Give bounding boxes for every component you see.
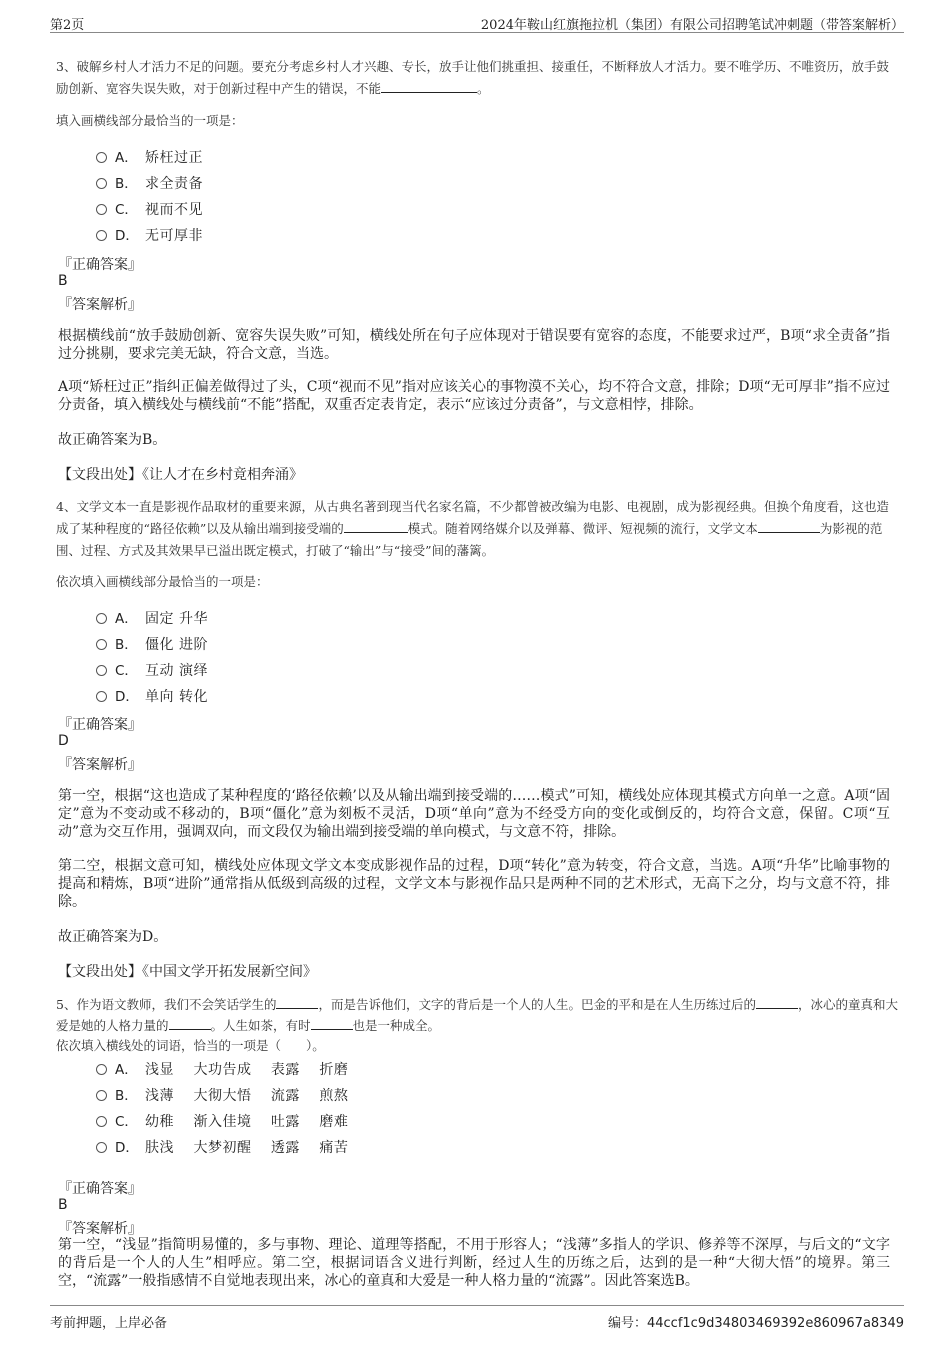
page-footer [50, 1305, 904, 1331]
blank [276, 994, 318, 1009]
radio-icon[interactable] [96, 178, 107, 189]
analysis-paragraph: A项“矫枉过正”指纠正偏差做得过了头，C项“视而不见”指对应该关心的事物漠不关心，均不符合文意，排除；D项“无可厚非”指不应过分责备，填入横线处与横线前“不能”搭配，双重否定表肯定，表示“应该过分责备”，与文意相悖，排除。 [58, 379, 890, 413]
radio-icon[interactable] [96, 230, 107, 241]
option-a[interactable]: A． 浅显 大功告成 表露 折磨 [96, 1058, 348, 1078]
analysis-paragraph: 第一空，“浅显”指简明易懂的，多与事物、理论、道理等搭配，不用于形容人；“浅薄”多指人的学识、修养等不深厚，与后文的“文字的背后是一个人的人生”相呼应。第二空，根据词语含义进行判断，经过人生的历练之后，达到的是一种“大彻大悟”的境界。第三空，“流露”一般指感情不自觉地表现出来，冰心的童真和大爱是一种人格力量的“流露”。因此答案选B。 [58, 1237, 890, 1289]
question-4-prompt: 依次填入画横线部分最恰当的一项是： [56, 574, 269, 589]
radio-icon[interactable] [96, 639, 107, 650]
radio-icon[interactable] [96, 1090, 107, 1101]
question-3-prompt: 填入画横线部分最恰当的一项是： [56, 113, 244, 128]
question-5-text: 5、作为语文教师，我们不会笑话学生的 ，而是告诉他们，文字的背后是一个人的人生。巴金的平和是在人生历练过后的 ，冰心的童真和大爱是她的人格力量的 。人生如茶，有时 也是一种成全。 [56, 994, 898, 1036]
option-b[interactable]: B． 求全责备 [96, 172, 203, 192]
option-a[interactable]: A． 固定 升华 [96, 607, 208, 627]
footer-slogan: 考前押题，上岸必备 [50, 1316, 168, 1331]
radio-icon[interactable] [96, 691, 107, 702]
option-b[interactable]: B． 僵化 进阶 [96, 633, 208, 653]
blank [169, 1015, 211, 1030]
document-title: 2024年鞍山红旗拖拉机（集团）有限公司招聘笔试冲刺题（带答案解析） [480, 18, 904, 33]
option-c[interactable]: C． 幼稚 渐入佳境 吐露 磨难 [96, 1110, 348, 1130]
radio-icon[interactable] [96, 152, 107, 163]
analysis-paragraph: 第一空，根据“这也造成了某种程度的‘路径依赖’以及从输出端到接受端的……模式”可知，横线处应体现其模式方向单一之意。A项“固定”意为不变动或不移动的，B项“僵化”意为刻板不灵活，D项“单向”意为不经受方向的变化或倒反的，均符合文意，保留。C项“互动”意为交互作用，强调双向，而文段仅为输出端到接受端的单向模式，与文意不符，排除。 [58, 788, 890, 840]
option-a[interactable]: A． 矫枉过正 [96, 146, 203, 166]
analysis-label: 『答案解析』 [58, 1221, 142, 1237]
correct-answer-label: 『正确答案』 [58, 1181, 142, 1197]
blank [344, 518, 408, 533]
radio-icon[interactable] [96, 1064, 107, 1075]
option-b[interactable]: B． 浅薄 大彻大悟 流露 煎熬 [96, 1084, 348, 1104]
document-id: 编号：44ccf1c9d34803469392e860967a8349 [607, 1316, 904, 1331]
option-d[interactable]: D． 肤浅 大梦初醒 透露 痛苦 [96, 1136, 348, 1156]
analysis-label: 『答案解析』 [58, 757, 142, 773]
analysis-conclusion: 故正确答案为D。 [58, 929, 168, 945]
analysis-conclusion: 故正确答案为B。 [58, 432, 167, 448]
analysis-label: 『答案解析』 [58, 297, 142, 313]
option-d[interactable]: D． 无可厚非 [96, 224, 203, 244]
question-3-text: 3、破解乡村人才活力不足的问题。要充分考虑乡村人才兴趣、专长，放手让他们挑重担、接重任，不断释放人才活力。要不唯学历、不唯资历，放手鼓励创新、宽容失误失败，对于创新过程中产生的错误，不能 。 [56, 59, 889, 96]
blank [756, 994, 798, 1009]
radio-icon[interactable] [96, 204, 107, 215]
option-c[interactable]: C． 互动 演绎 [96, 659, 208, 679]
source-citation: 【文段出处】《让人才在乡村竟相奔涌》 [58, 467, 303, 483]
correct-answer: D [58, 733, 69, 749]
radio-icon[interactable] [96, 1142, 107, 1153]
option-c[interactable]: C． 视而不见 [96, 198, 203, 218]
correct-answer-label: 『正确答案』 [58, 257, 142, 273]
correct-answer: B [58, 1197, 68, 1213]
blank [381, 78, 477, 93]
radio-icon[interactable] [96, 613, 107, 624]
question-4-text: 4、文学文本一直是影视作品取材的重要来源，从古典名著到现当代名家名篇，不少都曾被改编为电影、电视剧，成为影视经典。但换个角度看，这也造成了某种程度的“路径依赖”以及从输出端到接受端的 模式。随着网络媒介以及弹幕、微评、短视频的流行，文学文本 为影视的范围、过程、方式及其效果早已溢出既定模式，打破了“输出”与“接受”间的藩篱。 [56, 499, 889, 558]
radio-icon[interactable] [96, 1116, 107, 1127]
page-number: 第2页 [50, 18, 85, 33]
analysis-paragraph: 根据横线前“放手鼓励创新、宽容失误失败”可知，横线处所在句子应体现对于错误要有宽容的态度，不能要求过严，B项“求全责备”指过分挑剔，要求完美无缺，符合文意，当选。 [58, 328, 890, 362]
correct-answer: B [58, 273, 68, 289]
option-d[interactable]: D． 单向 转化 [96, 685, 208, 705]
blank [311, 1015, 353, 1030]
page-header [50, 12, 904, 33]
correct-answer-label: 『正确答案』 [58, 717, 142, 733]
analysis-paragraph: 第二空，根据文意可知，横线处应体现文学文本变成影视作品的过程，D项“转化”意为转变，符合文意，当选。A项“升华”比喻事物的提高和精炼，B项“进阶”通常指从低级到高级的过程，文学文本与影视作品只是两种不同的艺术形式，无高下之分，均与文意不符，排除。 [58, 858, 890, 910]
blank [758, 518, 820, 533]
question-5-prompt: 依次填入横线处的词语，恰当的一项是（ ）。 [56, 1038, 325, 1053]
source-citation: 【文段出处】《中国文学开拓发展新空间》 [58, 964, 317, 980]
radio-icon[interactable] [96, 665, 107, 676]
